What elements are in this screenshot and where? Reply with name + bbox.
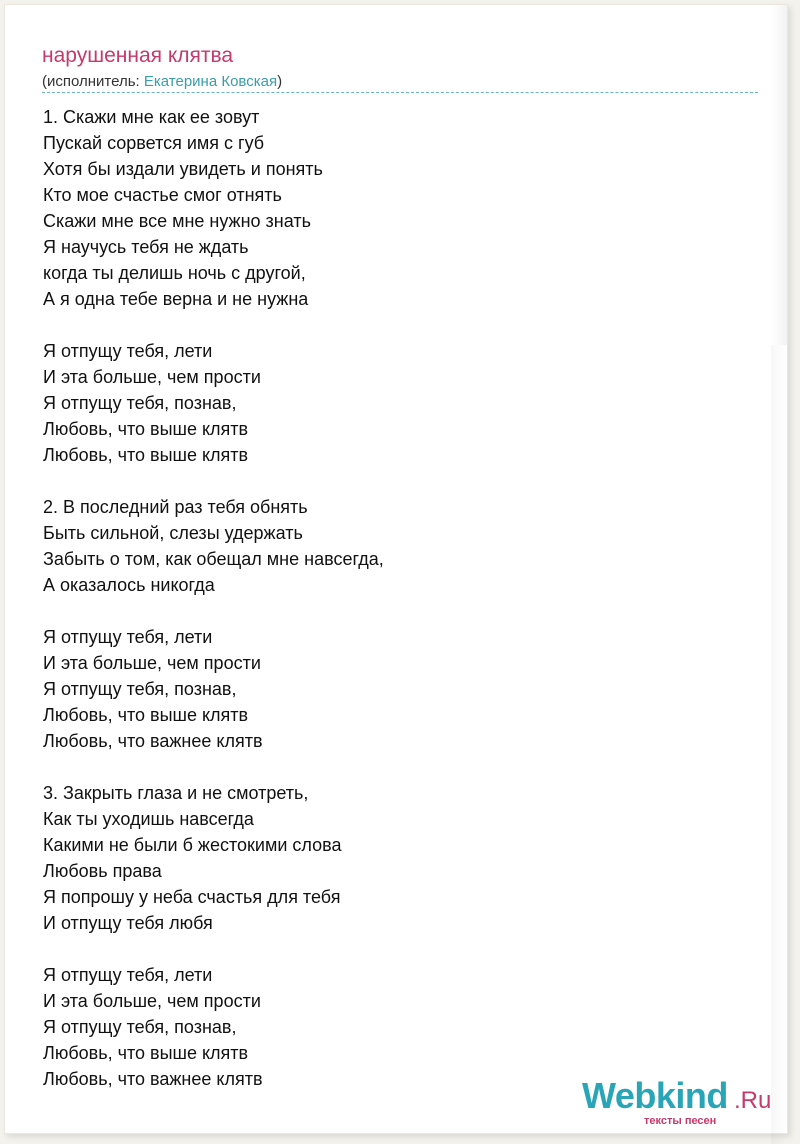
lyrics-stanza — [43, 624, 743, 754]
lyric-line: Скажи мне все мне нужно знать — [43, 211, 311, 231]
lyric-line: Я отпущу тебя, познав, — [43, 679, 237, 699]
lyric-line: А я одна тебе верна и не нужна — [43, 289, 309, 309]
lyric-line: 2. В последний раз тебя обнять — [43, 497, 308, 517]
lyrics-body — [43, 104, 743, 1118]
lyrics-stanza — [43, 780, 743, 936]
logo-wordmark: Webkind — [582, 1075, 728, 1116]
lyrics-stanza — [43, 494, 743, 598]
artist-prefix: (исполнитель: — [42, 73, 144, 90]
logo-tagline: тексты песен — [644, 1115, 717, 1127]
artist-line — [42, 73, 282, 90]
lyric-line: Любовь, что важнее клятв — [43, 731, 263, 751]
lyric-line: Я отпущу тебя, познав, — [43, 1017, 237, 1037]
lyric-line: И эта больше, чем прости — [43, 653, 261, 673]
lyrics-stanza — [43, 962, 743, 1092]
page-fold-shade-top — [771, 5, 787, 345]
lyric-line: Любовь, что выше клятв — [43, 1043, 249, 1063]
lyric-line: Какими не были б жестокими слова — [43, 835, 342, 855]
lyric-line: когда ты делишь ночь с другой, — [43, 263, 306, 283]
lyric-line: И эта больше, чем прости — [43, 367, 261, 387]
lyric-line: Любовь права — [43, 861, 162, 881]
lyric-line: А оказалось никогда — [43, 575, 215, 595]
lyric-line: Забыть о том, как обещал мне навсегда, — [43, 549, 384, 569]
lyric-line: Как ты уходишь навсегда — [43, 809, 254, 829]
lyric-line: Любовь, что важнее клятв — [43, 1069, 263, 1089]
lyric-line: Я отпущу тебя, лети — [43, 965, 213, 985]
lyric-line: Я отпущу тебя, познав, — [43, 393, 237, 413]
page-fold-shade-bottom — [771, 345, 787, 1144]
lyric-line: Я отпущу тебя, лети — [43, 627, 213, 647]
lyric-line: Я отпущу тебя, лети — [43, 341, 213, 361]
lyric-line: Любовь, что выше клятв — [43, 445, 249, 465]
lyric-line: 1. Скажи мне как ее зовут — [43, 107, 260, 127]
header-divider — [42, 92, 758, 93]
logo-tld: .Ru — [734, 1087, 772, 1114]
site-logo — [582, 1075, 782, 1125]
lyrics-stanza — [43, 338, 743, 468]
lyric-line: 3. Закрыть глаза и не смотреть, — [43, 783, 309, 803]
lyric-line: Быть сильной, слезы удержать — [43, 523, 303, 543]
lyric-line: Пускай сорвется имя с губ — [43, 133, 265, 153]
lyrics-stanza — [43, 104, 743, 312]
lyric-line: И отпущу тебя любя — [43, 913, 213, 933]
lyric-line: Хотя бы издали увидеть и понять — [43, 159, 323, 179]
song-title: нарушенная клятва — [42, 44, 234, 67]
lyric-line: Любовь, что выше клятв — [43, 705, 249, 725]
lyric-line: Я попрошу у неба счастья для тебя — [43, 887, 341, 907]
lyric-line: И эта больше, чем прости — [43, 991, 261, 1011]
lyric-line: Я научусь тебя не ждать — [43, 237, 249, 257]
artist-name[interactable]: Екатерина Ковская — [143, 73, 278, 90]
lyric-line: Любовь, что выше клятв — [43, 419, 249, 439]
artist-suffix: ) — [277, 73, 283, 90]
lyric-line: Кто мое счастье смог отнять — [43, 185, 282, 205]
